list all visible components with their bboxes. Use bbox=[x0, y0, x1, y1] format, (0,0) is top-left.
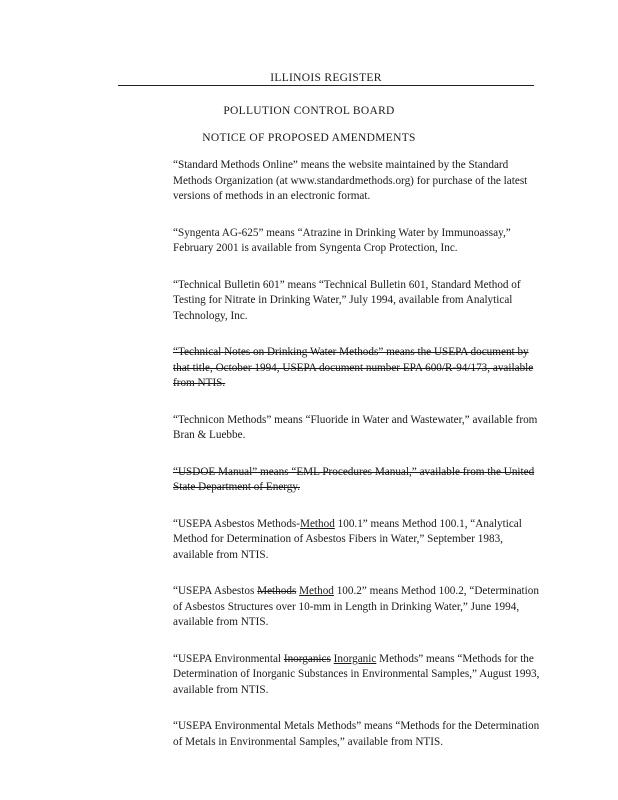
definitions-list bbox=[173, 158, 543, 771]
register-header bbox=[118, 70, 534, 90]
definition-text: 100.1” means Method 100.1, “Analytical Method for Determination of Asbestos Fibers in Water,” September 1983, available from NTIS. bbox=[173, 517, 522, 561]
definition-text: “Technicon Methods” means “Fluoride in Water and Wastewater,” available from Bran & Luebbe. bbox=[173, 413, 538, 441]
deleted-text: Methods bbox=[257, 585, 297, 597]
definition-text: “USEPA Environmental Metals Methods” means “Methods for the Determination of Metals in Environmental Samples,” available from NTIS. bbox=[173, 720, 540, 748]
definition-text: “USEPA Asbestos Methods- bbox=[173, 517, 301, 530]
header-rule bbox=[118, 85, 534, 86]
deleted-text: “Technical Notes on Drinking Water Methods” means the USEPA document by that title, October 1994, USEPA document number EPA 600/R-94/173, available from NTIS. bbox=[173, 346, 534, 389]
inserted-text: Inorganic bbox=[333, 652, 377, 665]
definition-text: “Standard Methods Online” means the website maintained by the Standard Methods Organization (at www.standardmethods.org) for purchase of the latest versions of methods in an electronic format. bbox=[173, 159, 528, 202]
notice-heading: NOTICE OF PROPOSED AMENDMENTS bbox=[202, 132, 416, 144]
deleted-text: “USDOE Manual” means “EML Procedures Manual,” available from the United State Department of Energy. bbox=[173, 465, 535, 493]
definition-standard-methods-online bbox=[173, 158, 543, 205]
register-title: ILLINOIS REGISTER bbox=[264, 72, 387, 84]
definition-usepa-asbestos-100-2 bbox=[173, 584, 543, 631]
definition-text: 100.2” means Method 100.2, “Determination of Asbestos Structures over 10-mm in Length in Drinking Water,” June 1994, available from NTIS. bbox=[173, 585, 539, 628]
definition-text: Methods” means “Methods for the Determination of Inorganic Substances in Environmental Samples,” August 1993, available from NTIS. bbox=[173, 652, 540, 696]
inserted-text: Method bbox=[300, 517, 335, 530]
definition-technical-bulletin-601 bbox=[173, 278, 543, 325]
definition-usdoe-manual bbox=[173, 465, 543, 496]
definition-text: “USEPA Environmental bbox=[173, 652, 284, 665]
definition-usepa-asbestos-100-1 bbox=[173, 517, 543, 564]
agency-name: POLLUTION CONTROL BOARD bbox=[223, 105, 395, 117]
definition-usepa-inorganic bbox=[173, 652, 543, 699]
definition-text: “Syngenta AG-625” means “Atrazine in Drinking Water by Immunoassay,” February 2001 is available from Syngenta Crop Protection, Inc. bbox=[173, 226, 511, 254]
inserted-text: Method bbox=[299, 585, 334, 597]
definition-text: “USEPA Asbestos bbox=[173, 585, 258, 597]
definition-technical-notes bbox=[173, 345, 543, 392]
definition-text: “Technical Bulletin 601” means “Technical Bulletin 601, Standard Method of Testing for Nitrate in Drinking Water,” July 1994, available from Analytical Technology, Inc. bbox=[173, 278, 521, 322]
deleted-text: Inorganics bbox=[283, 652, 331, 665]
definition-syngenta bbox=[173, 226, 543, 257]
definition-technicon-methods bbox=[173, 413, 543, 444]
definition-usepa-metals bbox=[173, 719, 543, 750]
